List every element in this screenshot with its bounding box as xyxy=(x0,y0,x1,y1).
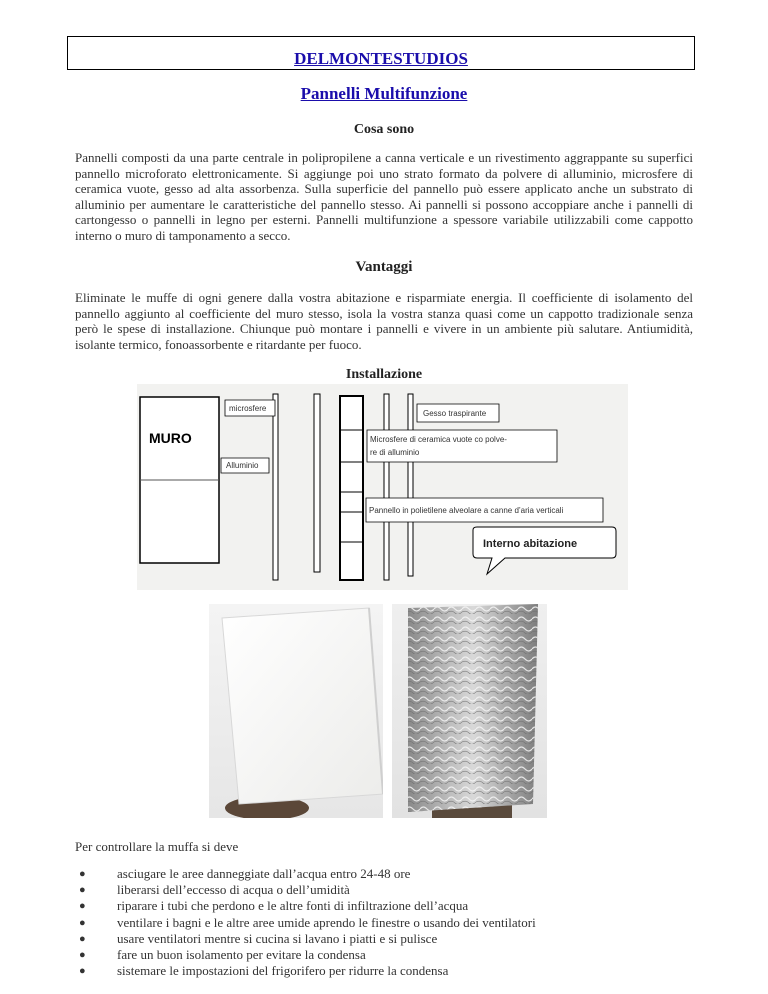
page-title-link[interactable]: Pannelli Multifunzione xyxy=(300,84,468,103)
bullet-icon: ● xyxy=(79,868,86,880)
paragraph-cosa-sono: Pannelli composti da una parte centrale in polipropilene a canna verticale e un rivestimento aggrappante su superfici pannello microforato elettronicamente. Si aggiunge poi uno strato formato da polvere di alluminio, microsfere di ceramica vuote, gesso ad alta assorbenza. Sulla superficie del pannello può essere applicato anche un substrato di alluminio per aumentare le caratteristiche del pannello stesso. Ai pannelli si possono accoppiare anche i pannelli di cartongesso o pannelli in legno per esterni. Pannelli multifunzione a spessore variabile utilizzabili come cappotto interno o muro di tamponamento a secco. xyxy=(75,150,693,243)
bullet-icon: ● xyxy=(79,900,86,913)
list-item: ● fare un buon isolamento per evitare la condensa xyxy=(79,947,366,963)
heading-installazione: Installazione xyxy=(345,367,423,382)
list-item: ● asciugare le aree danneggiate dall’acqua entro 24-48 ore xyxy=(79,866,411,881)
aluminium-panel-photo xyxy=(392,604,547,818)
heading-cosa-sono: Cosa sono xyxy=(353,122,415,137)
callout-gesso-text: Gesso traspirante xyxy=(423,409,487,418)
callout-microsfere-text: microsfere xyxy=(229,404,267,413)
callout-interno-text: Interno abitazione xyxy=(483,538,578,550)
panel-cells xyxy=(340,396,363,580)
heading-vantaggi: Vantaggi xyxy=(355,259,413,275)
installation-diagram xyxy=(137,384,628,590)
bullet-icon: ● xyxy=(79,884,86,897)
muffa-intro: Per controllare la muffa si deve xyxy=(75,839,239,854)
brand-title-box xyxy=(67,36,695,70)
list-item: ● liberarsi dell’eccesso di acqua o dell’umidità xyxy=(79,882,350,898)
callout-alluminio-text: Alluminio xyxy=(226,461,259,470)
layer-ceramica xyxy=(384,394,389,580)
bullet-icon: ● xyxy=(79,965,86,978)
wall-label: MURO xyxy=(149,430,192,446)
page-title-wrap xyxy=(0,84,768,104)
callout-ceramica-text-2: re di alluminio xyxy=(370,448,420,457)
callout-pannello-text: Pannello in polietilene alveolare a canne d’aria verticali xyxy=(369,506,564,515)
paragraph-vantaggi: Eliminate le muffe di ogni genere dalla vostra abitazione e risparmiate energia. Il coefficiente di isolamento del pannello aggiunto al coefficiente del muro stesso, isola la vostra stanza quasi come un cappotto tradizionale senza però le spese di installazione. Chiunque può montare i pannelli e vivere in un ambiente più salutare. Antiumidità, isolante termico, fonoassorbente e ritardante per fuoco. xyxy=(75,290,693,352)
bullet-icon: ● xyxy=(79,916,86,929)
white-panel-photo xyxy=(209,604,383,818)
layer-gesso xyxy=(408,394,413,576)
list-item: ● ventilare i bagni e le altre aree umide aprendo le finestre o usando dei ventilatori xyxy=(79,914,536,930)
list-item: ● sistemare le impostazioni del frigorifero per ridurre la condensa xyxy=(79,963,449,979)
bullet-icon: ● xyxy=(79,949,86,962)
white-panel xyxy=(222,608,383,804)
brand-link[interactable]: DELMONTESTUDIOS xyxy=(294,49,468,68)
bullet-icon: ● xyxy=(79,932,86,945)
callout-interno xyxy=(473,527,616,574)
layer-microsfere xyxy=(314,394,320,572)
layer-alluminio xyxy=(273,394,278,580)
muffa-list xyxy=(75,866,715,979)
list-item: ● usare ventilatori mentre si cucina si lavano i piatti e si pulisce xyxy=(79,930,438,946)
callout-ceramica-text-1: Microsfere di ceramica vuote co polve- xyxy=(370,435,507,444)
list-item: ● riparare i tubi che perdono e le altre fonti di infiltrazione dell’acqua xyxy=(79,898,469,914)
